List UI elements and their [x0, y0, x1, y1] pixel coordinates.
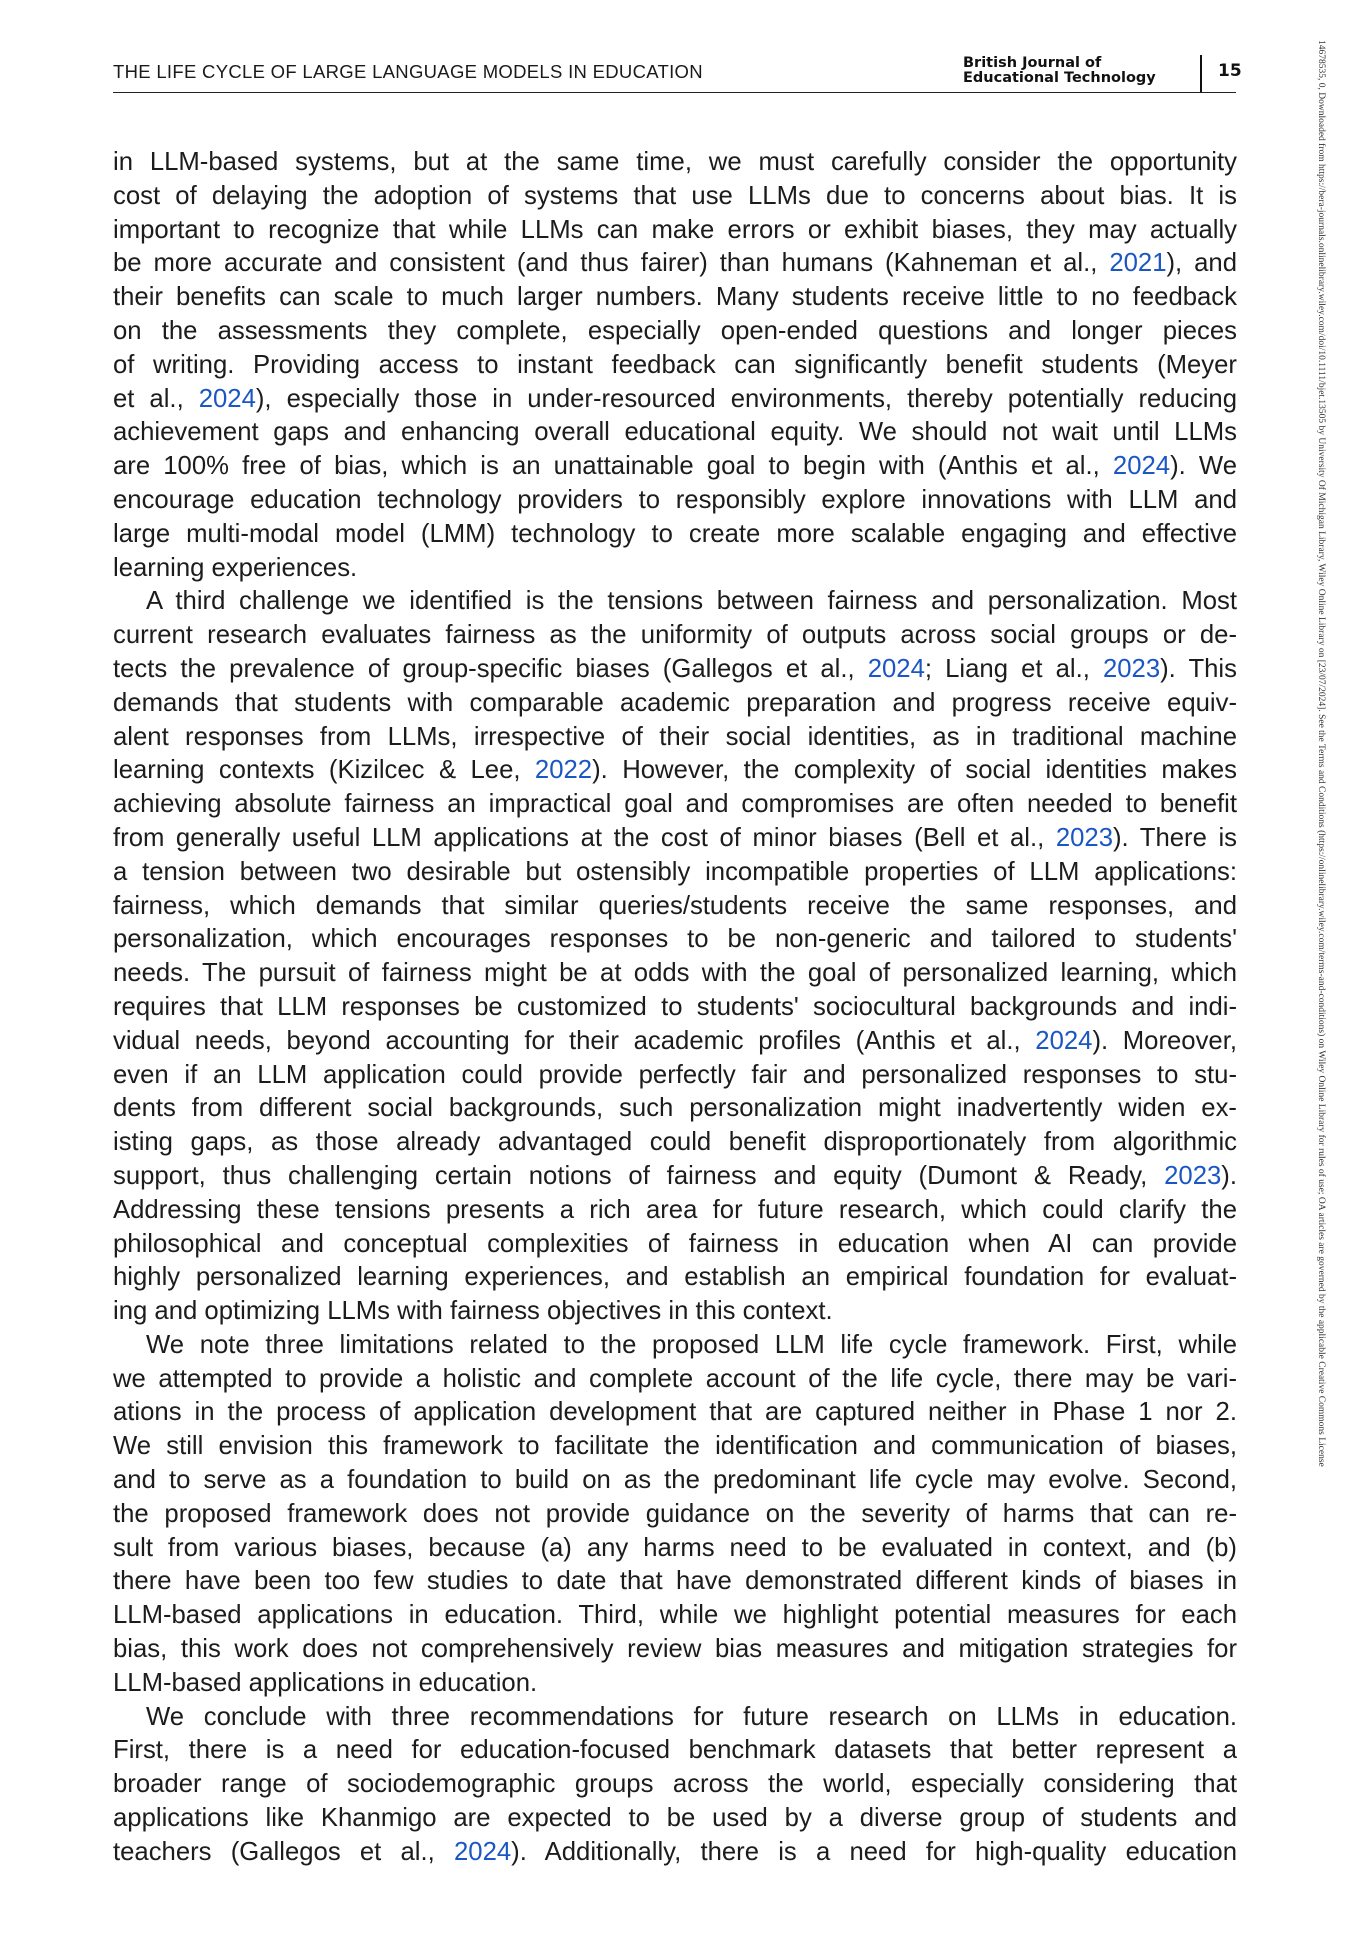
text-run: vidual needs, beyond accounting for their academic profiles (Anthis et al., — [113, 1026, 1036, 1055]
header-rule — [113, 92, 1236, 93]
text-line — [113, 247, 1237, 281]
text-line — [113, 653, 1237, 687]
text-line — [113, 788, 1237, 822]
text-run: from generally useful LLM applications at the cost of minor biases (Bell et al., — [113, 823, 1056, 852]
text-line — [113, 1396, 1237, 1430]
text-run: We still envision this framework to facilitate the identification and communication of biases, — [113, 1432, 1237, 1461]
text-line — [113, 890, 1237, 924]
text-line — [113, 484, 1237, 518]
text-line — [113, 1701, 1237, 1735]
citation-year-link[interactable]: 2024 — [454, 1837, 512, 1866]
text-line — [113, 1261, 1237, 1295]
text-run: on the assessments they complete, especially open-ended questions and longer pieces — [113, 316, 1237, 345]
download-side-note: 14678535, 0, Downloaded from https://bera-journals.onlinelibrary.wiley.com/doi/10.1111/bjet.13505 by University Of Michigan Library, Wiley Online Library on [23/07/2024]. See the Terms and Conditions (https://onlinelibrary.wiley.com/terms-and-conditions) on Wiley Online Library for rules of use; OA articles are governed by the applicable Creative Commons License — [1316, 40, 1326, 1467]
journal-name-line2: Educational Technology — [963, 70, 1156, 86]
text-run: LLM-based applications in education. — [113, 1668, 538, 1697]
article-body — [113, 146, 1237, 1870]
citation-year-link[interactable]: 2024 — [867, 654, 925, 683]
text-line — [113, 552, 1237, 586]
text-line — [113, 1734, 1237, 1768]
text-run: We note three limitations related to the proposed LLM life cycle framework. First, while — [146, 1330, 1237, 1359]
text-line — [113, 687, 1237, 721]
text-line — [113, 1363, 1237, 1397]
text-line — [113, 1092, 1237, 1126]
citation-year-link[interactable]: 2024 — [1035, 1026, 1093, 1055]
text-line — [113, 721, 1237, 755]
text-line — [113, 754, 1237, 788]
text-line — [113, 383, 1237, 417]
text-line — [113, 1430, 1237, 1464]
text-line — [113, 1059, 1237, 1093]
text-run: A third challenge we identified is the tensions between fairness and personalization. Most — [146, 587, 1237, 616]
citation-year-link[interactable]: 2022 — [534, 756, 593, 785]
citation-year-link[interactable]: 2023 — [1055, 823, 1113, 852]
text-line — [113, 585, 1237, 619]
text-run: ing and optimizing LLMs with fairness objectives in this context. — [113, 1297, 833, 1326]
text-line — [113, 991, 1237, 1025]
text-run: highly personalized learning experiences, and establish an empirical foundation for evaluat- — [113, 1263, 1237, 1292]
text-run: needs. The pursuit of fairness might be at odds with the goal of personalized learning, which — [113, 959, 1237, 988]
text-run: achievement gaps and enhancing overall educational equity. We should not wait until LLMs — [113, 418, 1237, 447]
text-run: ), and — [1166, 249, 1237, 278]
text-run: a tension between two desirable but ostensibly incompatible properties of LLM applications: — [113, 857, 1237, 886]
text-run: ), especially those in under-resourced environments, thereby potentially reducing — [255, 384, 1237, 413]
text-run: large multi-modal model (LMM) technology to create more scalable engaging and effective — [113, 519, 1237, 548]
text-run: ). — [1221, 1161, 1237, 1190]
text-line — [113, 822, 1237, 856]
text-line — [113, 1768, 1237, 1802]
text-run: ). Moreover, — [1092, 1026, 1237, 1055]
text-run: personalization, which encourages responses to be non-generic and tailored to students' — [113, 925, 1237, 954]
text-line — [113, 214, 1237, 248]
text-run: ). Additionally, there is a need for high-quality education — [511, 1837, 1237, 1866]
citation-year-link[interactable]: 2024 — [1112, 452, 1171, 481]
text-run: alent responses from LLMs, irrespective of their social identities, as in traditional machine — [113, 722, 1237, 751]
text-run: broader range of sociodemographic groups across the world, especially considering that — [113, 1770, 1237, 1799]
text-line — [113, 1295, 1237, 1329]
text-run: cost of delaying the adoption of systems that use LLMs due to concerns about bias. It is — [113, 181, 1237, 210]
text-run: current research evaluates fairness as the uniformity of outputs across social groups or de- — [113, 621, 1237, 650]
text-line — [113, 1802, 1237, 1836]
text-line — [113, 146, 1237, 180]
text-line — [113, 1667, 1237, 1701]
text-run: ations in the process of application development that are captured neither in Phase 1 nor 2. — [113, 1398, 1237, 1427]
text-run: First, there is a need for education-focused benchmark datasets that better represent a — [113, 1736, 1237, 1765]
text-line — [113, 1633, 1237, 1667]
text-run: be more accurate and consistent (and thus fairer) than humans (Kahneman et al., — [113, 249, 1110, 278]
text-run: Addressing these tensions presents a rich area for future research, which could clarify the — [113, 1195, 1237, 1224]
text-line — [113, 1194, 1237, 1228]
citation-year-link[interactable]: 2023 — [1164, 1161, 1222, 1190]
text-run: learning contexts (Kizilcec & Lee, — [113, 756, 535, 785]
text-line — [113, 1228, 1237, 1262]
text-run: we attempted to provide a holistic and complete account of the life cycle, there may be vari- — [113, 1364, 1237, 1393]
citation-year-link[interactable]: 2023 — [1102, 654, 1161, 683]
text-line — [113, 1836, 1237, 1870]
text-run: ). However, the complexity of social identities makes — [592, 756, 1237, 785]
text-line — [113, 518, 1237, 552]
header-divider — [1200, 55, 1202, 92]
text-run: requires that LLM responses be customized to students' sociocultural backgrounds and indi- — [113, 992, 1237, 1021]
text-run: achieving absolute fairness an impractical goal and compromises are often needed to benefit — [113, 790, 1237, 819]
text-run: the proposed framework does not provide guidance on the severity of harms that can re- — [113, 1499, 1237, 1528]
text-line — [113, 1498, 1237, 1532]
text-run: demands that students with comparable academic preparation and progress receive equiv- — [113, 688, 1237, 717]
text-run: We conclude with three recommendations for future research on LLMs in education. — [146, 1702, 1237, 1731]
text-run: et al., — [113, 384, 199, 413]
text-run: in LLM-based systems, but at the same time, we must carefully consider the opportunity — [113, 148, 1237, 176]
text-run: sult from various biases, because (a) any harms need to be evaluated in context, and (b) — [113, 1533, 1237, 1562]
journal-name — [963, 56, 1193, 86]
text-line — [113, 619, 1237, 653]
text-run: of writing. Providing access to instant feedback can significantly benefit students (Meyer — [113, 350, 1237, 379]
text-line — [113, 349, 1237, 383]
journal-name-line1: British Journal of — [963, 55, 1102, 71]
text-line — [113, 315, 1237, 349]
text-line — [113, 281, 1237, 315]
text-run: encourage education technology providers to responsibly explore innovations with LLM and — [113, 485, 1237, 514]
text-run: ). This — [1160, 654, 1237, 683]
text-line — [113, 1329, 1237, 1363]
text-run: ). We — [1170, 452, 1237, 481]
text-run: isting gaps, as those already advantaged could benefit disproportionately from algorithmic — [113, 1128, 1237, 1157]
text-line — [113, 450, 1237, 484]
text-run: support, thus challenging certain notions of fairness and equity (Dumont & Ready, — [113, 1161, 1165, 1190]
text-run: important to recognize that while LLMs can make errors or exhibit biases, they may actually — [113, 215, 1237, 244]
text-line — [113, 180, 1237, 214]
running-title: THE LIFE CYCLE OF LARGE LANGUAGE MODELS IN EDUCATION — [113, 61, 703, 82]
text-line — [113, 1025, 1237, 1059]
text-line — [113, 1599, 1237, 1633]
page-number: 15 — [1218, 61, 1242, 81]
text-run: ; Liang et al., — [924, 654, 1103, 683]
text-run: even if an LLM application could provide perfectly fair and personalized responses to stu- — [113, 1060, 1237, 1089]
text-run: dents from different social backgrounds, such personalization might inadvertently widen ex- — [113, 1094, 1237, 1123]
text-run: fairness, which demands that similar queries/students receive the same responses, and — [113, 891, 1237, 920]
text-run: their benefits can scale to much larger numbers. Many students receive little to no feedback — [113, 283, 1237, 312]
text-run: tects the prevalence of group-specific biases (Gallegos et al., — [113, 654, 868, 683]
text-run: are 100% free of bias, which is an unattainable goal to begin with (Anthis et al., — [113, 452, 1113, 481]
text-run: and to serve as a foundation to build on as the predominant life cycle may evolve. Second, — [113, 1466, 1237, 1495]
text-line — [113, 1160, 1237, 1194]
text-run: applications like Khanmigo are expected to be used by a diverse group of students and — [113, 1804, 1237, 1833]
text-line — [113, 1532, 1237, 1566]
text-run: philosophical and conceptual complexities of fairness in education when AI can provide — [113, 1229, 1237, 1258]
text-line — [113, 1565, 1237, 1599]
text-run: learning experiences. — [113, 553, 358, 582]
text-line — [113, 1464, 1237, 1498]
text-run: bias, this work does not comprehensively review bias measures and mitigation strategies for — [113, 1635, 1237, 1664]
text-line — [113, 923, 1237, 957]
text-line — [113, 1126, 1237, 1160]
text-line — [113, 416, 1237, 450]
text-run: LLM-based applications in education. Third, while we highlight potential measures for each — [113, 1601, 1237, 1630]
citation-year-link[interactable]: 2021 — [1109, 249, 1167, 278]
text-run: there have been too few studies to date that have demonstrated different kinds of biases in — [113, 1567, 1237, 1596]
text-line — [113, 856, 1237, 890]
citation-year-link[interactable]: 2024 — [198, 384, 256, 413]
text-run: teachers (Gallegos et al., — [113, 1837, 454, 1866]
text-run: ). There is — [1113, 823, 1237, 852]
text-line — [113, 957, 1237, 991]
